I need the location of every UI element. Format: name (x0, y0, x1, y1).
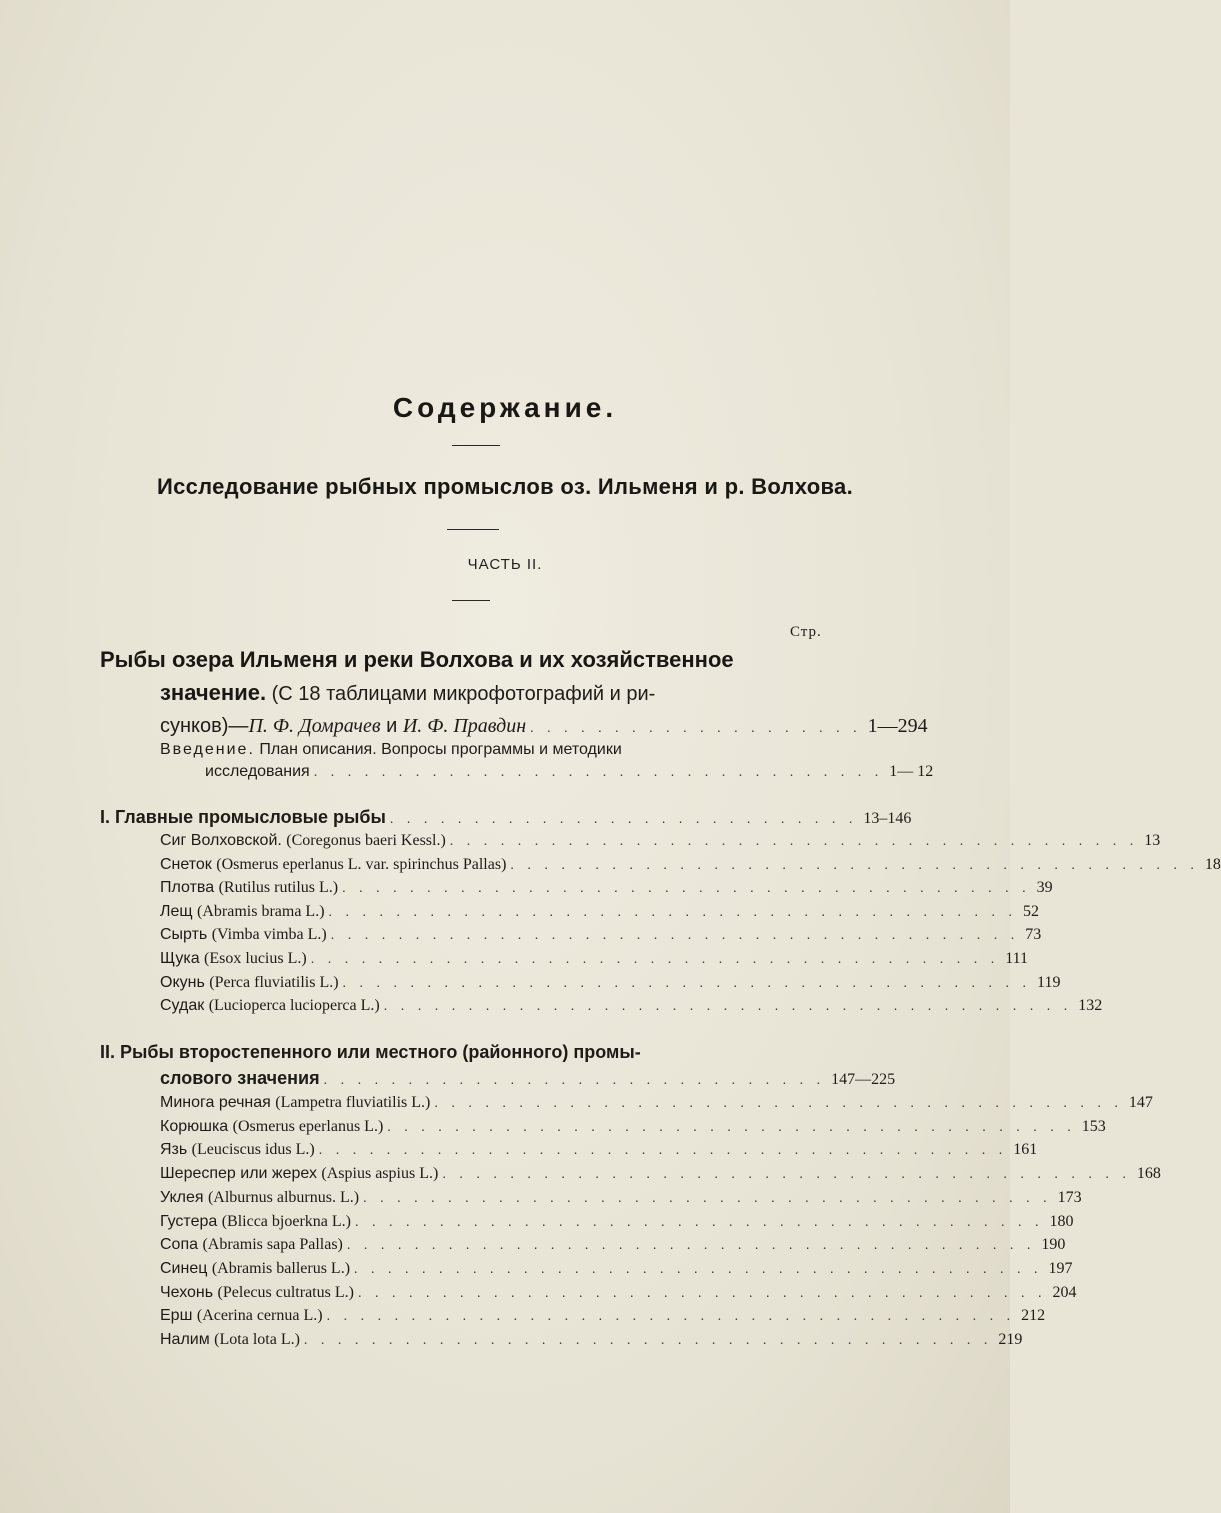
entry-label (160, 1162, 442, 1186)
leader-dots: . . . . . . . . . . . . . . . . . . . . . . . . . . . . . . . . . . . . . . . . . (328, 904, 1018, 920)
page-number: 111 (1005, 950, 1029, 967)
entry-russian-name: Сопа (160, 1236, 203, 1254)
entry-label (160, 971, 343, 995)
page-number: 39 (1036, 879, 1053, 897)
leader-dots: . . . . . . . . . . . . . . . . . . . . . . . . . . . . . . . . . . (313, 765, 884, 780)
leader-dots: . . . . . . . . . . . . . . . . . . . . . . . . . . . . . . . . . . . . . . . . . (442, 1167, 1131, 1183)
page-number: 73 (1025, 926, 1042, 944)
divider (452, 445, 500, 446)
entry-russian-name: Шереспер или жерех (160, 1165, 322, 1183)
entry-label (160, 1233, 347, 1257)
entry-latin-name: (Coregonus baeri Kessl.) (286, 832, 446, 849)
page-number: 212 (1021, 1307, 1046, 1325)
leader-dots: . . . . . . . . . . . . . . . . . . . . . . . . . . . . . . . . . . . . . . . . . (330, 928, 1020, 944)
intro-line2: исследования (205, 763, 310, 780)
entry-russian-name: Синец (160, 1259, 212, 1277)
entry-russian-name: Язь (160, 1141, 192, 1159)
toc-entry (160, 1115, 1106, 1139)
entry-russian-name: Снеток (160, 855, 217, 873)
leader-dots: . . . . . . . . . . . . . . . . . . . . . . . . . . . . . . . . . . . . . . . . . (354, 1261, 1043, 1277)
toc-entry (160, 1304, 1046, 1328)
leader-dots: . . . . . . . . . . . . . . . . . . . . (530, 721, 862, 736)
entry-latin-name: (Vimba vimba L.) (211, 926, 327, 944)
entry-label (160, 1115, 387, 1139)
entry-latin-name: (Blicca bjoerkna L.) (221, 1212, 351, 1230)
main-work-authors-row (160, 712, 928, 740)
entry-label (160, 1138, 319, 1162)
toc-entry (160, 994, 1103, 1018)
entry-label (160, 1210, 355, 1234)
section-2-heading-line2: слового значения (160, 1068, 320, 1088)
leader-dots: . . . . . . . . . . . . . . . . . . . . . . . . . . . . . . . . . . . . . . . . . (342, 975, 1032, 991)
leader-dots: . . . . . . . . . . . . . . . . . . . . . . . . . . . . . . . . . . . . . . . . . (346, 1238, 1036, 1254)
toc-entry (160, 1138, 1038, 1162)
main-work-title-line3: сунков)— (160, 715, 249, 737)
toc-entry (160, 1257, 1073, 1281)
leader-dots: . . . . . . . . . . . . . . . . . . . . . . . . . . . . . . . . . . . . . . . . . (310, 952, 1000, 967)
leader-dots: . . . . . . . . . . . . . . . . . . . . . . . . . . . . . . . . . . . . . . . . . (363, 1190, 1052, 1206)
entry-russian-name: Уклея (160, 1188, 208, 1206)
page-number: 190 (1041, 1236, 1066, 1254)
page-number: 132 (1078, 997, 1103, 1015)
section-2-heading-line1: II. Рыбы второстепенного или местного (районного) промы- (100, 1042, 641, 1062)
subtitle: Исследование рыбных промыслов оз. Ильменя и р. Волхова. (156, 474, 854, 499)
leader-dots: . . . . . . . . . . . . . . . . . . . . . . . . . . . . . . . . . . . . . . . . . (354, 1214, 1044, 1230)
entry-russian-name: Минога речная (160, 1094, 276, 1111)
page-number: 204 (1052, 1283, 1077, 1301)
intro-line1 (160, 741, 622, 759)
entry-latin-name: (Acerina cernua L.) (196, 1307, 323, 1325)
leader-dots: . . . . . . . . . . . . . . . . . . . . . . . . . . . . . . . . . . . . . . . . . (326, 1309, 1016, 1325)
toc-entry (160, 900, 1040, 924)
entry-latin-name: (Osmerus eperlanus L. var. spirinchus Pallas) (216, 855, 507, 873)
page-number: 147—225 (831, 1071, 896, 1088)
section-1-heading-row (100, 805, 912, 829)
page-number: 13 (1144, 832, 1161, 849)
leader-dots: . . . . . . . . . . . . . . . . . . . . . . . . . . . . (389, 812, 858, 827)
entry-label (160, 1304, 327, 1328)
leader-dots: . . . . . . . . . . . . . . . . . . . . . . . . . . . . . . . . . . . . . . . . . (449, 834, 1139, 849)
divider (452, 600, 490, 601)
entry-russian-name: Окунь (160, 973, 210, 991)
intro-row (205, 760, 934, 784)
toc-entry (160, 853, 1221, 877)
entry-label (160, 900, 329, 924)
entry-latin-name: (Abramis ballerus L.) (211, 1259, 351, 1277)
entry-latin-name: (Pelecus cultratus L.) (217, 1283, 354, 1301)
main-work-title-line1: Рыбы озера Ильменя и реки Волхова и их хозяйственное (100, 647, 734, 672)
entry-latin-name: (Osmerus eperlanus L.) (232, 1117, 384, 1135)
toc-entry (160, 1281, 1077, 1305)
page-number: 197 (1048, 1259, 1073, 1277)
main-work-title-bold: значение. (160, 680, 267, 705)
entry-label (160, 853, 510, 877)
entry-label (160, 994, 384, 1018)
page-number: 219 (998, 1331, 1023, 1348)
leader-dots: . . . . . . . . . . . . . . . . . . . . . . . . . . . . . . (323, 1073, 826, 1088)
entry-label (160, 947, 311, 971)
toc-entry (160, 1210, 1074, 1234)
page-title: Содержание. (392, 392, 618, 423)
entry-latin-name: (Esox lucius L.) (204, 950, 307, 967)
entry-russian-name: Лещ (160, 902, 198, 920)
toc-entry (160, 947, 1029, 971)
page-number: 180 (1049, 1212, 1074, 1230)
leader-dots: . . . . . . . . . . . . . . . . . . . . . . . . . . . . . . . . . . . . . . . . . (357, 1285, 1047, 1301)
intro-desc: План описания. Вопросы программы и методики (254, 741, 622, 758)
entry-russian-name: Сырть (160, 926, 212, 944)
entry-latin-name: (Lucioperca lucioperca L.) (208, 997, 380, 1015)
toc-entry (160, 1328, 1023, 1352)
author-1: П. Ф. Домрачев (248, 715, 381, 737)
part-label: ЧАСТЬ II. (467, 556, 543, 573)
entry-latin-name: (Aspius aspius L.) (321, 1165, 439, 1183)
entry-latin-name: (Lampetra fluviatilis L.) (275, 1094, 431, 1111)
toc-entry (160, 1186, 1082, 1210)
entry-russian-name: Судак (160, 997, 209, 1015)
page-number: 1—294 (867, 715, 928, 737)
toc-entry (160, 829, 1161, 853)
entry-label (160, 876, 342, 900)
entry-latin-name: (Leuciscus idus L.) (191, 1141, 315, 1159)
author-joiner: и (380, 715, 403, 737)
page-number: 168 (1136, 1165, 1161, 1183)
section-2-heading-row (160, 1066, 896, 1090)
leader-dots: . . . . . . . . . . . . . . . . . . . . . . . . . . . . . . . . . . . . . . . . . (342, 881, 1031, 897)
intro-label: Введение. (160, 741, 255, 758)
main-work-title-line2 (160, 680, 655, 706)
toc-entry (160, 971, 1061, 995)
page-number: 1— 12 (889, 763, 934, 780)
entry-latin-name: (Rutilus rutilus L.) (218, 879, 339, 897)
entry-latin-name: (Lota lota L.) (214, 1331, 300, 1348)
leader-dots: . . . . . . . . . . . . . . . . . . . . . . . . . . . . . . . . . . . . . . . . . (510, 857, 1199, 873)
page-number: 52 (1023, 902, 1040, 920)
page-number: 119 (1037, 973, 1061, 991)
author-2: И. Ф. Правдин (402, 715, 527, 737)
leader-dots: . . . . . . . . . . . . . . . . . . . . . . . . . . . . . . . . . . . . . . . . . (303, 1333, 993, 1348)
page-number: 173 (1057, 1188, 1082, 1206)
entry-label (160, 1281, 358, 1305)
page-column-header: Стр. (790, 624, 822, 640)
toc-entry (160, 1233, 1066, 1257)
toc-entry (160, 1091, 1153, 1115)
page-number: 147 (1128, 1094, 1153, 1111)
main-work-title-rest: (С 18 таблицами микрофотографий и ри- (266, 683, 656, 705)
entry-label (160, 829, 450, 853)
page-number: 153 (1081, 1117, 1106, 1135)
section-1-heading: I. Главные промысловые рыбы (100, 807, 386, 827)
entry-latin-name: (Abramis sapa Pallas) (202, 1236, 343, 1254)
entry-russian-name: Густера (160, 1212, 222, 1230)
toc-entry (160, 1162, 1161, 1186)
page-number: 161 (1013, 1141, 1038, 1159)
entry-russian-name: Чехонь (160, 1283, 218, 1301)
leader-dots: . . . . . . . . . . . . . . . . . . . . . . . . . . . . . . . . . . . . . . . . . (434, 1096, 1123, 1111)
divider (447, 529, 499, 530)
entry-label (160, 923, 331, 947)
entry-russian-name: Налим (160, 1331, 215, 1348)
entry-russian-name: Ерш (160, 1307, 197, 1325)
entry-label (160, 1186, 363, 1210)
page-number: 13–146 (863, 810, 912, 827)
leader-dots: . . . . . . . . . . . . . . . . . . . . . . . . . . . . . . . . . . . . . . . . . (318, 1143, 1008, 1159)
entry-latin-name: (Perca fluviatilis L.) (209, 973, 339, 991)
entry-latin-name: (Alburnus alburnus. L.) (207, 1188, 360, 1206)
entry-latin-name: (Abramis brama L.) (197, 902, 325, 920)
entry-label (160, 1328, 304, 1352)
leader-dots: . . . . . . . . . . . . . . . . . . . . . . . . . . . . . . . . . . . . . . . . . (387, 1119, 1076, 1135)
entry-label (160, 1091, 434, 1115)
toc-entry (160, 876, 1053, 900)
toc-entry (160, 923, 1042, 947)
leader-dots: . . . . . . . . . . . . . . . . . . . . . . . . . . . . . . . . . . . . . . . . . (383, 999, 1073, 1015)
entry-russian-name: Щука (160, 950, 205, 967)
entry-russian-name: Плотва (160, 879, 219, 897)
entry-russian-name: Сиг Волховской. (160, 832, 287, 849)
entry-russian-name: Корюшка (160, 1117, 233, 1135)
entry-label (160, 1257, 354, 1281)
page-number: 18 (1204, 855, 1221, 873)
